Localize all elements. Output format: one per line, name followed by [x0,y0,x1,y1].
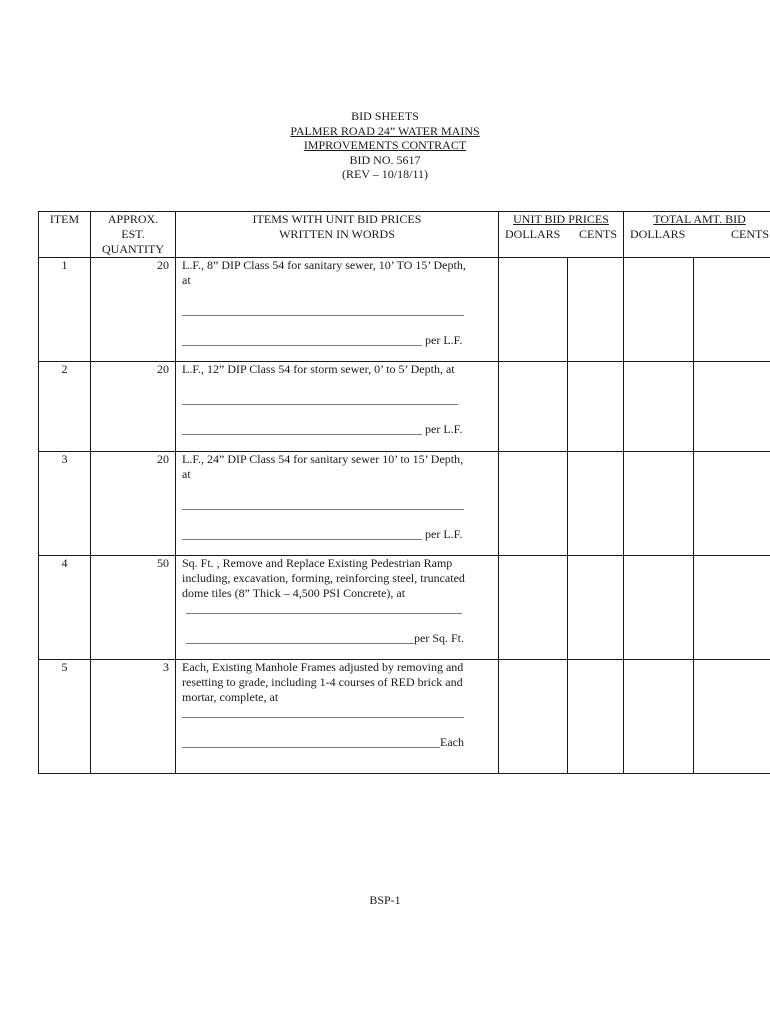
table-header-row [39,212,770,258]
document-header [0,109,770,182]
item-number: 5 [39,660,91,774]
item-quantity: 50 [91,556,176,660]
table-row [39,660,770,774]
written-price-blank[interactable]: ___________________________________________Each [182,735,464,749]
unit-dollars-cell[interactable] [499,362,568,452]
table-row [39,556,770,660]
item-number: 1 [39,258,91,362]
unit-dollars-cell[interactable] [499,556,568,660]
total-dollars-cell[interactable] [624,452,694,556]
unit-dollars-cell[interactable] [499,452,568,556]
written-price-blank[interactable]: ________________________________________ per L.F. [182,527,463,541]
written-price-blank[interactable]: ________________________________________ per L.F. [182,422,463,436]
item-description: L.F., 12” DIP Class 54 for storm sewer, 0’ to 5’ Depth, at ______________________________________________ ________________________________________ per L.F. [176,362,499,452]
total-cents-cell[interactable] [694,660,770,774]
item-description: L.F., 24” DIP Class 54 for sanitary sewer 10’ to 15’ Depth, at _______________________________________________ ________________________________________ per L.F. [176,452,499,556]
total-dollars-cell[interactable] [624,556,694,660]
unit-cents-cell[interactable] [568,556,624,660]
header-project: PALMER ROAD 24” WATER MAINS [290,123,480,138]
written-price-blank[interactable]: _______________________________________________ [182,497,464,511]
unit-dollars-cell[interactable] [499,258,568,362]
unit-cents-cell[interactable] [568,452,624,556]
item-quantity: 20 [91,362,176,452]
item-description: Sq. Ft. , Remove and Replace Existing Pedestrian Ramp including, excavation, forming, reinforcing steel, truncated dome tiles (8” Thick – 4,500 PSI Concrete), at ______________________________________________ ______________________________________per Sq. Ft. [176,556,499,660]
written-price-blank[interactable]: ______________________________________per Sq. Ft. [186,631,465,645]
item-quantity: 20 [91,258,176,362]
unit-cents-cell[interactable] [568,362,624,452]
written-price-blank[interactable]: ______________________________________________ [186,601,462,615]
header-total-amount-bid: TOTAL AMT. BID DOLLARS CENTS [624,212,770,258]
item-quantity: 3 [91,660,176,774]
header-revision: (REV – 10/18/11) [342,167,428,181]
unit-dollars-cell[interactable] [499,660,568,774]
header-description: ITEMS WITH UNIT BID PRICES WRITTEN IN WORDS [176,212,499,258]
unit-cents-cell[interactable] [568,660,624,774]
total-cents-cell[interactable] [694,452,770,556]
item-number: 4 [39,556,91,660]
item-description: L.F., 8” DIP Class 54 for sanitary sewer, 10’ TO 15’ Depth, at _______________________________________________ ________________________________________ per L.F. [176,258,499,362]
total-dollars-cell[interactable] [624,660,694,774]
item-quantity: 20 [91,452,176,556]
header-contract: IMPROVEMENTS CONTRACT [303,138,467,152]
header-quantity: APPROX. EST. QUANTITY [91,212,176,258]
total-cents-cell[interactable] [694,362,770,452]
bid-table [38,211,770,774]
header-unit-bid-prices: UNIT BID PRICES DOLLARS CENTS [499,212,624,258]
written-price-blank[interactable]: _______________________________________________ [182,705,464,719]
item-number: 3 [39,452,91,556]
total-dollars-cell[interactable] [624,258,694,362]
item-number: 2 [39,362,91,452]
table-row [39,452,770,556]
total-dollars-cell[interactable] [624,362,694,452]
total-cents-cell[interactable] [694,258,770,362]
written-price-blank[interactable]: ______________________________________________ [182,392,458,406]
header-item: ITEM [39,212,91,258]
table-row [39,258,770,362]
page-number: BSP-1 [369,893,401,907]
total-cents-cell[interactable] [694,556,770,660]
item-description: Each, Existing Manhole Frames adjusted by removing and resetting to grade, including 1-4 courses of RED brick and mortar, complete, at _______________________________________________ ___________________________________________Each [176,660,499,774]
written-price-blank[interactable]: _______________________________________________ [182,303,464,317]
written-price-blank[interactable]: ________________________________________ per L.F. [182,333,463,347]
unit-cents-cell[interactable] [568,258,624,362]
header-title: BID SHEETS [351,109,419,123]
table-row [39,362,770,452]
header-bid-number: BID NO. 5617 [349,152,421,167]
